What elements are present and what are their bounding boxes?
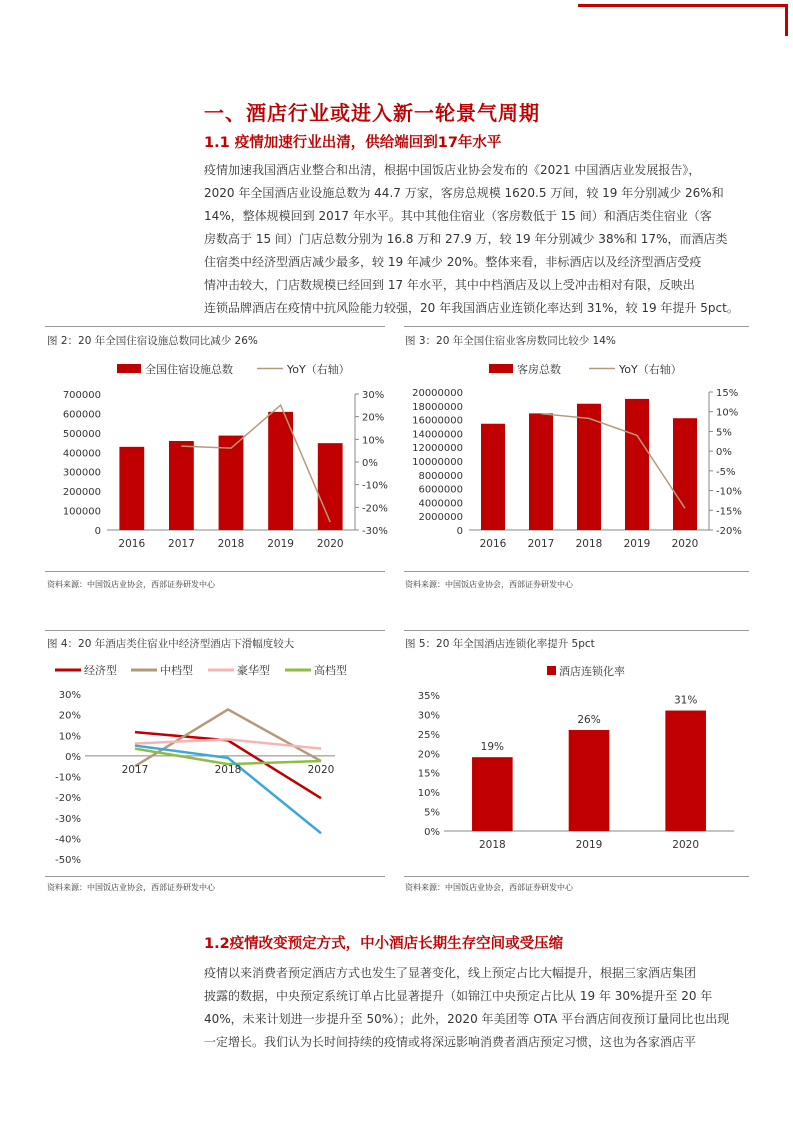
y-tick-label: 25% — [417, 729, 440, 741]
paragraph-line: 情冲击较大，门店数规模已经回到 17 年水平，其中中档酒店及以上受冲击相对有限，反映出 — [204, 278, 695, 292]
legend-label: 豪华型 — [237, 664, 270, 677]
figure-4-bottom-rule — [45, 876, 385, 877]
bar-2016 — [119, 447, 144, 530]
y-left-tick-label: 12000000 — [412, 443, 463, 455]
y-left-tick-label: 10000000 — [412, 457, 463, 468]
subsection-2-body — [204, 962, 744, 1054]
legend-swatch — [547, 666, 556, 675]
y-right-tick-label: -20% — [716, 526, 742, 537]
y-left-tick-label: 6000000 — [418, 484, 463, 496]
y-tick-label: 0% — [65, 751, 81, 763]
y-left-tick-label: 700000 — [62, 390, 101, 401]
paragraph-line: 疫情加速我国酒店业整合和出清，根据中国饭店业协会发布的《2021 中国酒店业发展报告》， — [204, 163, 701, 177]
header-accent-corner — [785, 4, 788, 36]
bar-2019 — [625, 399, 649, 530]
y-right-tick-label: 20% — [362, 412, 385, 424]
y-left-tick-label: 4000000 — [418, 498, 463, 510]
bar-2017 — [529, 413, 553, 530]
legend-swatch-bar — [489, 364, 513, 373]
bar-2018 — [219, 436, 244, 530]
y-left-tick-label: 18000000 — [412, 401, 463, 413]
x-tick-label: 2020 — [307, 763, 335, 776]
paragraph-line: 疫情以来消费者预定酒店方式也发生了显著变化，线上预定占比大幅提升，根据三家酒店集团 — [204, 966, 697, 980]
figure-3-source: 资料来源：中国饭店业协会，西部证券研发中心 — [405, 580, 573, 589]
y-right-tick-label: 10% — [362, 435, 385, 447]
y-tick-label: 10% — [417, 788, 440, 800]
bar-2016 — [481, 424, 505, 530]
y-right-tick-label: 10% — [716, 407, 739, 419]
paragraph-line: 2020 年全国酒店业设施总数为 44.7 万家，客房总规模 1620.5 万间，较 19 年分别减少 26%和 — [204, 186, 724, 200]
figure-5-chart — [404, 655, 749, 875]
y-left-tick-label: 0 — [456, 526, 463, 537]
x-tick-label: 2018 — [214, 763, 242, 776]
y-right-tick-label: -15% — [716, 506, 742, 518]
y-right-tick-label: 5% — [716, 427, 732, 439]
y-tick-label: 10% — [58, 731, 81, 743]
legend-label-line: YoY（右轴） — [619, 363, 682, 376]
x-tick-label: 2018 — [217, 538, 245, 550]
y-tick-label: -50% — [55, 855, 81, 866]
subsection-2-title: 1.2疫情改变预定方式，中小酒店长期生存空间或受压缩 — [204, 936, 564, 952]
figure-5-bottom-rule — [404, 876, 749, 877]
y-tick-label: 0% — [424, 827, 440, 838]
series-line-other — [135, 746, 321, 834]
x-tick-label: 2017 — [168, 538, 195, 550]
y-left-tick-label: 0 — [94, 526, 101, 537]
y-left-tick-label: 200000 — [62, 487, 101, 499]
bar-2019 — [569, 730, 610, 831]
y-left-tick-label: 16000000 — [412, 415, 463, 427]
bar-2019 — [268, 412, 293, 530]
figure-2-source: 资料来源：中国饭店业协会，西部证券研发中心 — [47, 580, 215, 589]
paragraph-line: 连锁品牌酒店在疫情中抗风险能力较强，20 年我国酒店业连锁化率达到 31%，较 19 年提升 5pct。 — [204, 301, 739, 315]
y-tick-label: 35% — [417, 691, 440, 702]
data-label: 19% — [480, 741, 505, 754]
x-tick-label: 2019 — [575, 839, 603, 851]
x-tick-label: 2019 — [623, 538, 651, 550]
bar-2017 — [169, 441, 194, 530]
y-tick-label: 30% — [58, 690, 81, 701]
y-left-tick-label: 2000000 — [418, 512, 463, 524]
y-left-tick-label: 14000000 — [412, 429, 463, 441]
y-tick-label: 15% — [417, 768, 440, 780]
figure-2-top-rule — [45, 326, 385, 327]
figure-3-top-rule — [404, 326, 749, 327]
y-left-tick-label: 400000 — [62, 448, 101, 460]
y-right-tick-label: 30% — [362, 390, 385, 401]
x-tick-label: 2017 — [527, 538, 555, 550]
y-right-tick-label: -5% — [716, 466, 736, 478]
header-accent-line — [578, 4, 788, 7]
figure-4-source: 资料来源：中国饭店业协会，西部证券研发中心 — [47, 883, 215, 892]
x-tick-label: 2018 — [478, 839, 506, 851]
y-right-tick-label: 0% — [362, 458, 378, 469]
legend-label: 酒店连锁化率 — [559, 665, 625, 678]
paragraph-line: 40%，未来计划进一步提升至 50%）；此外，2020 年美团等 OTA 平台酒店间夜预订量同比也出现 — [204, 1012, 730, 1026]
data-label: 26% — [577, 713, 601, 726]
y-tick-label: -30% — [55, 813, 81, 825]
y-tick-label: -40% — [55, 834, 81, 846]
x-tick-label: 2020 — [316, 538, 344, 550]
x-tick-label: 2020 — [671, 538, 699, 550]
y-left-tick-label: 300000 — [62, 467, 101, 479]
figure-3-caption: 图 3：20 年全国住宿业客房数同比较少 14% — [405, 335, 616, 347]
figure-3-bottom-rule — [404, 571, 749, 572]
legend-label-line: YoY（右轴） — [287, 363, 350, 376]
legend-swatch-bar — [117, 364, 141, 373]
x-tick-label: 2020 — [672, 839, 700, 851]
y-right-tick-label: -10% — [362, 480, 388, 492]
figure-4-top-rule — [45, 630, 385, 631]
bar-2020 — [665, 711, 706, 831]
figure-2-chart — [45, 352, 388, 567]
x-tick-label: 2018 — [575, 538, 603, 550]
y-tick-label: 5% — [424, 807, 440, 819]
y-right-tick-label: -20% — [362, 503, 388, 515]
figure-5-top-rule — [404, 630, 749, 631]
figure-3-chart — [404, 352, 749, 567]
section-title: 一、酒店行业或进入新一轮景气周期 — [204, 101, 540, 125]
y-right-tick-label: -30% — [362, 526, 388, 537]
figure-2-bottom-rule — [45, 571, 385, 572]
y-tick-label: -20% — [55, 793, 81, 805]
legend-label: 高档型 — [314, 664, 347, 677]
data-label: 31% — [673, 694, 698, 707]
y-left-tick-label: 20000000 — [412, 388, 463, 399]
bar-2020 — [673, 418, 697, 530]
series-line-高档型 — [135, 749, 321, 764]
paragraph-line: 住宿类中经济型酒店减少最多，较 19 年减少 20%。整体来看，非标酒店以及经济型酒店受疫 — [204, 255, 702, 269]
subsection-1-title: 1.1 疫情加速行业出清，供给端回到17年水平 — [204, 135, 502, 151]
y-right-tick-label: -10% — [716, 486, 742, 498]
y-tick-label: 20% — [58, 710, 81, 722]
bar-2018 — [577, 404, 601, 530]
y-right-tick-label: 15% — [716, 388, 739, 399]
figure-2-caption: 图 2：20 年全国住宿设施总数同比减少 26% — [47, 335, 258, 347]
yoy-line — [181, 405, 330, 522]
y-tick-label: 20% — [417, 749, 440, 761]
yoy-line — [541, 414, 685, 509]
figure-5-caption: 图 5：20 年全国酒店连锁化率提升 5pct — [405, 638, 595, 650]
x-tick-label: 2016 — [118, 538, 146, 550]
paragraph-line: 披露的数据，中央预定系统订单占比显著提升（如锦江中央预定占比从 19 年 30%提升至 20 年 — [204, 989, 713, 1003]
legend-label: 中档型 — [160, 664, 193, 677]
y-right-tick-label: 0% — [716, 447, 732, 459]
legend-label-bar: 客房总数 — [517, 363, 561, 376]
paragraph-line: 一定增长。我们认为长时间持续的疫情或将深远影响消费者酒店预定习惯，这也为各家酒店平 — [204, 1035, 697, 1049]
figure-4-chart — [45, 655, 385, 875]
y-left-tick-label: 100000 — [62, 506, 101, 518]
subsection-1-body — [204, 159, 744, 320]
paragraph-line: 房数高于 15 间）门店总数分别为 16.8 万和 27.9 万，较 19 年分别减少 38%和 17%，而酒店类 — [204, 232, 728, 246]
bar-2018 — [472, 757, 513, 831]
x-tick-label: 2016 — [479, 538, 507, 550]
x-tick-label: 2019 — [267, 538, 294, 550]
y-tick-label: -10% — [55, 772, 81, 784]
legend-label: 经济型 — [84, 664, 117, 677]
y-left-tick-label: 500000 — [62, 428, 101, 440]
bar-2020 — [318, 443, 343, 530]
paragraph-line: 14%，整体规模回到 2017 年水平。其中其他住宿业（客房数低于 15 间）和酒店类住宿业（客 — [204, 209, 712, 223]
y-left-tick-label: 600000 — [62, 409, 101, 421]
y-left-tick-label: 8000000 — [418, 470, 463, 482]
figure-5-source: 资料来源：中国饭店业协会，西部证券研发中心 — [405, 883, 573, 892]
y-tick-label: 30% — [417, 710, 440, 722]
x-tick-label: 2017 — [121, 763, 149, 776]
figure-4-caption: 图 4：20 年酒店类住宿业中经济型酒店下滑幅度较大 — [47, 638, 295, 650]
legend-label-bar: 全国住宿设施总数 — [145, 363, 233, 376]
